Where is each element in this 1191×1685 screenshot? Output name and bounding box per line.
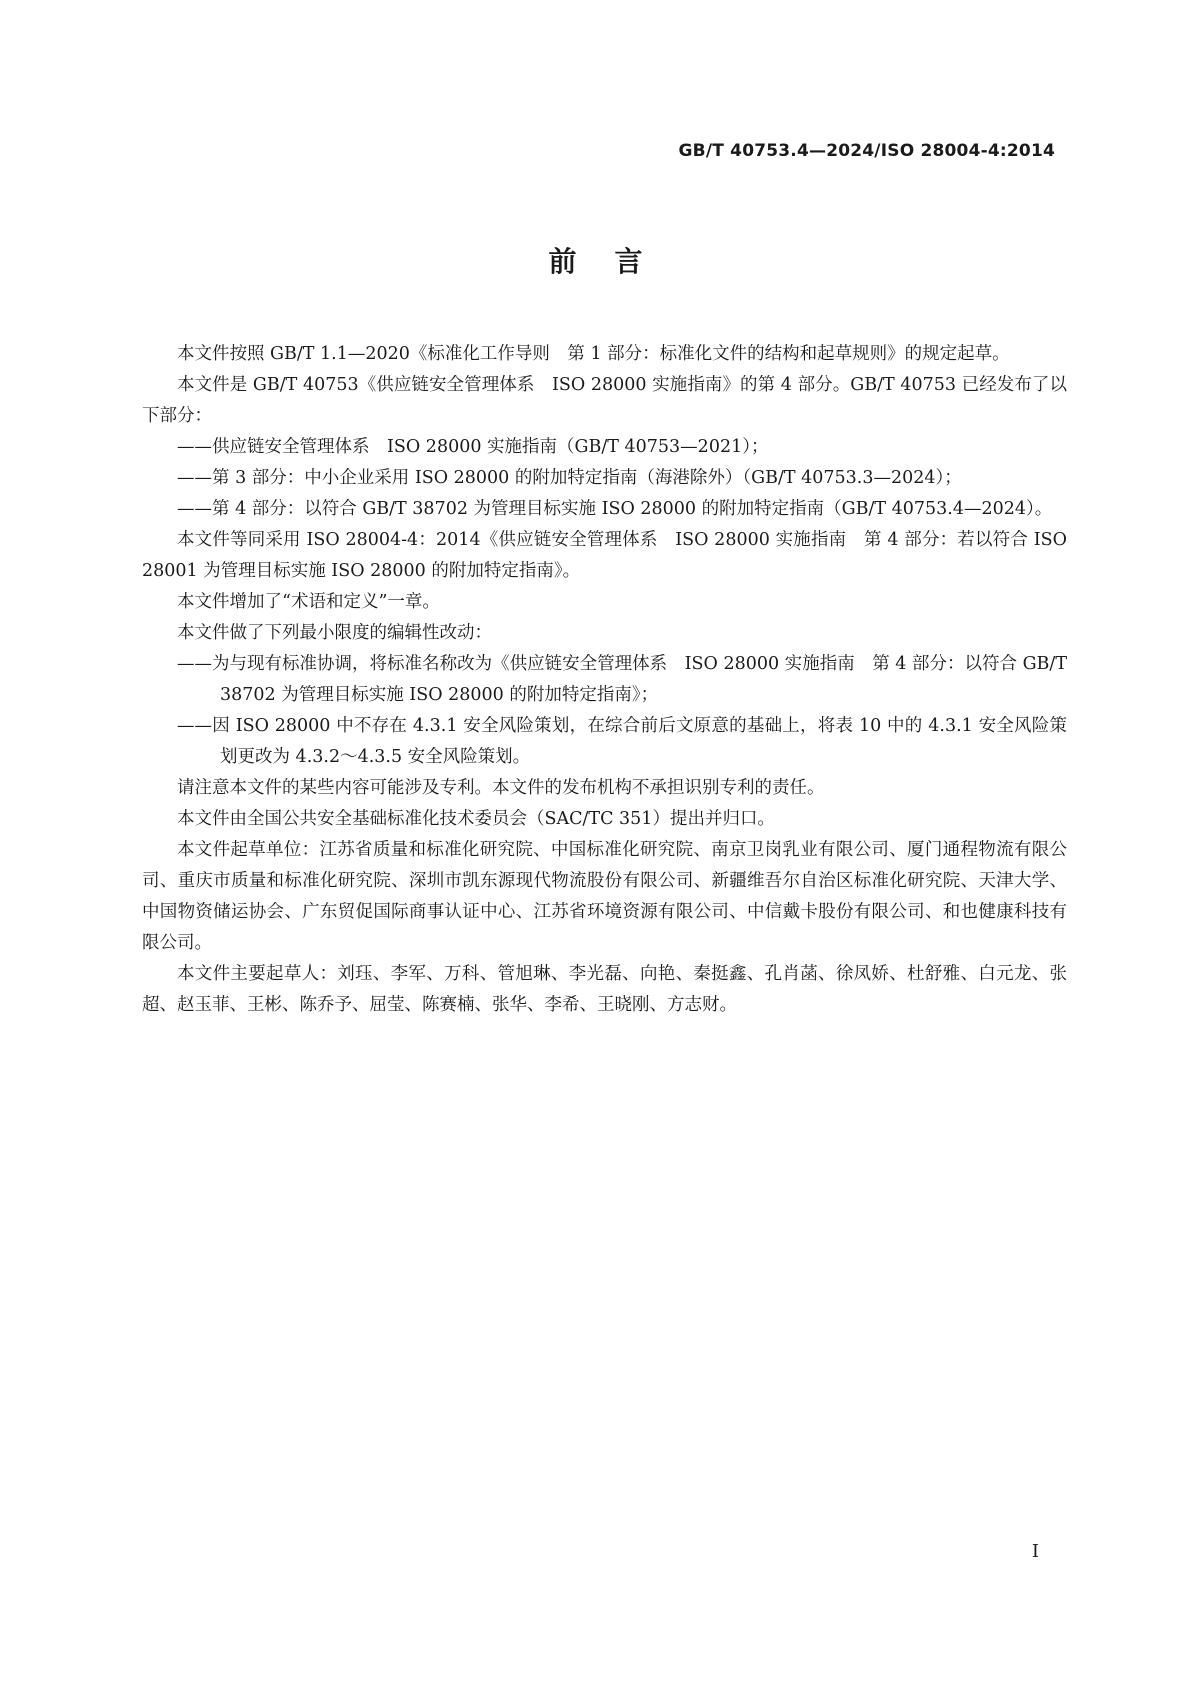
paragraph-proposer: 本文件由全国公共安全基础标准化技术委员会（SAC/TC 351）提出并归口。 [177,809,775,829]
paragraph-drafting-units: 本文件起草单位：江苏省质量和标准化研究院、中国标准化研究院、南京卫岗乳业有限公司、厦门通程物流有限公司、重庆市质量和标准化研究院、深圳市凯东源现代物流股份有限公司、新疆维吾尔自治区标准化研究院、天津大学、中国物资储运协会、广东贸促国际商事认证中心、江苏省环境资源有限公司、中信戴卡股份有限公司、和也健康科技有限公司。 [142,840,1067,953]
page-title: 前言 [548,245,681,278]
standard-code: GB/T 40753.4—2024/ISO 28004-4:2014 [678,141,1055,161]
paragraph-patent-notice: 请注意本文件的某些内容可能涉及专利。本文件的发布机构不承担识别专利的责任。 [177,778,825,798]
list-item-name-change: ——为与现有标准协调，将标准名称改为《供应链安全管理体系 ISO 28000 实施指南 第 4 部分：以符合 GB/T 38702 为管理目标实施 ISO 28000 的附加特定指南》； [177,654,1067,705]
paragraph-added-chapter: 本文件增加了“术语和定义”一章。 [177,592,440,612]
paragraph-equivalent-adoption: 本文件等同采用 ISO 28004-4：2014《供应链安全管理体系 ISO 28000 实施指南 第 4 部分：若以符合 ISO 28001 为管理目标实施 ISO 28000 的附加特定指南》。 [142,530,1067,581]
list-item-clause-change: ——因 ISO 28000 中不存在 4.3.1 安全风险策划，在综合前后文原意的基础上，将表 10 中的 4.3.1 安全风险策划更改为 4.3.2～4.3.5 安全风险策划。 [177,716,1067,767]
list-item-part-1: ——供应链安全管理体系 ISO 28000 实施指南（GB/T 40753—2021）； [177,437,769,457]
list-item-part-3: ——第 3 部分：中小企业采用 ISO 28000 的附加特定指南（海港除外）（GB/T 40753.3—2024）； [177,468,962,488]
page-number: I [1031,1541,1039,1562]
paragraph-drafters: 本文件主要起草人：刘珏、李军、万科、管旭琳、李光磊、向艳、秦挺鑫、孔肖菡、徐凤娇、杜舒雅、白元龙、张超、赵玉菲、王彬、陈乔予、屈莹、陈赛楠、张华、李希、王晓刚、方志财。 [142,964,1067,1015]
foreword-body [142,339,1067,1021]
paragraph-editorial-changes: 本文件做了下列最小限度的编辑性改动： [177,623,492,643]
list-item-part-4: ——第 4 部分：以符合 GB/T 38702 为管理目标实施 ISO 28000 的附加特定指南（GB/T 40753.4—2024）。 [177,499,1053,519]
paragraph-series-part: 本文件是 GB/T 40753《供应链安全管理体系 ISO 28000 实施指南》的第 4 部分。GB/T 40753 已经发布了以下部分： [142,375,1067,426]
paragraph-drafting-rules: 本文件按照 GB/T 1.1—2020《标准化工作导则 第 1 部分：标准化文件的结构和起草规则》的规定起草。 [177,344,1010,364]
